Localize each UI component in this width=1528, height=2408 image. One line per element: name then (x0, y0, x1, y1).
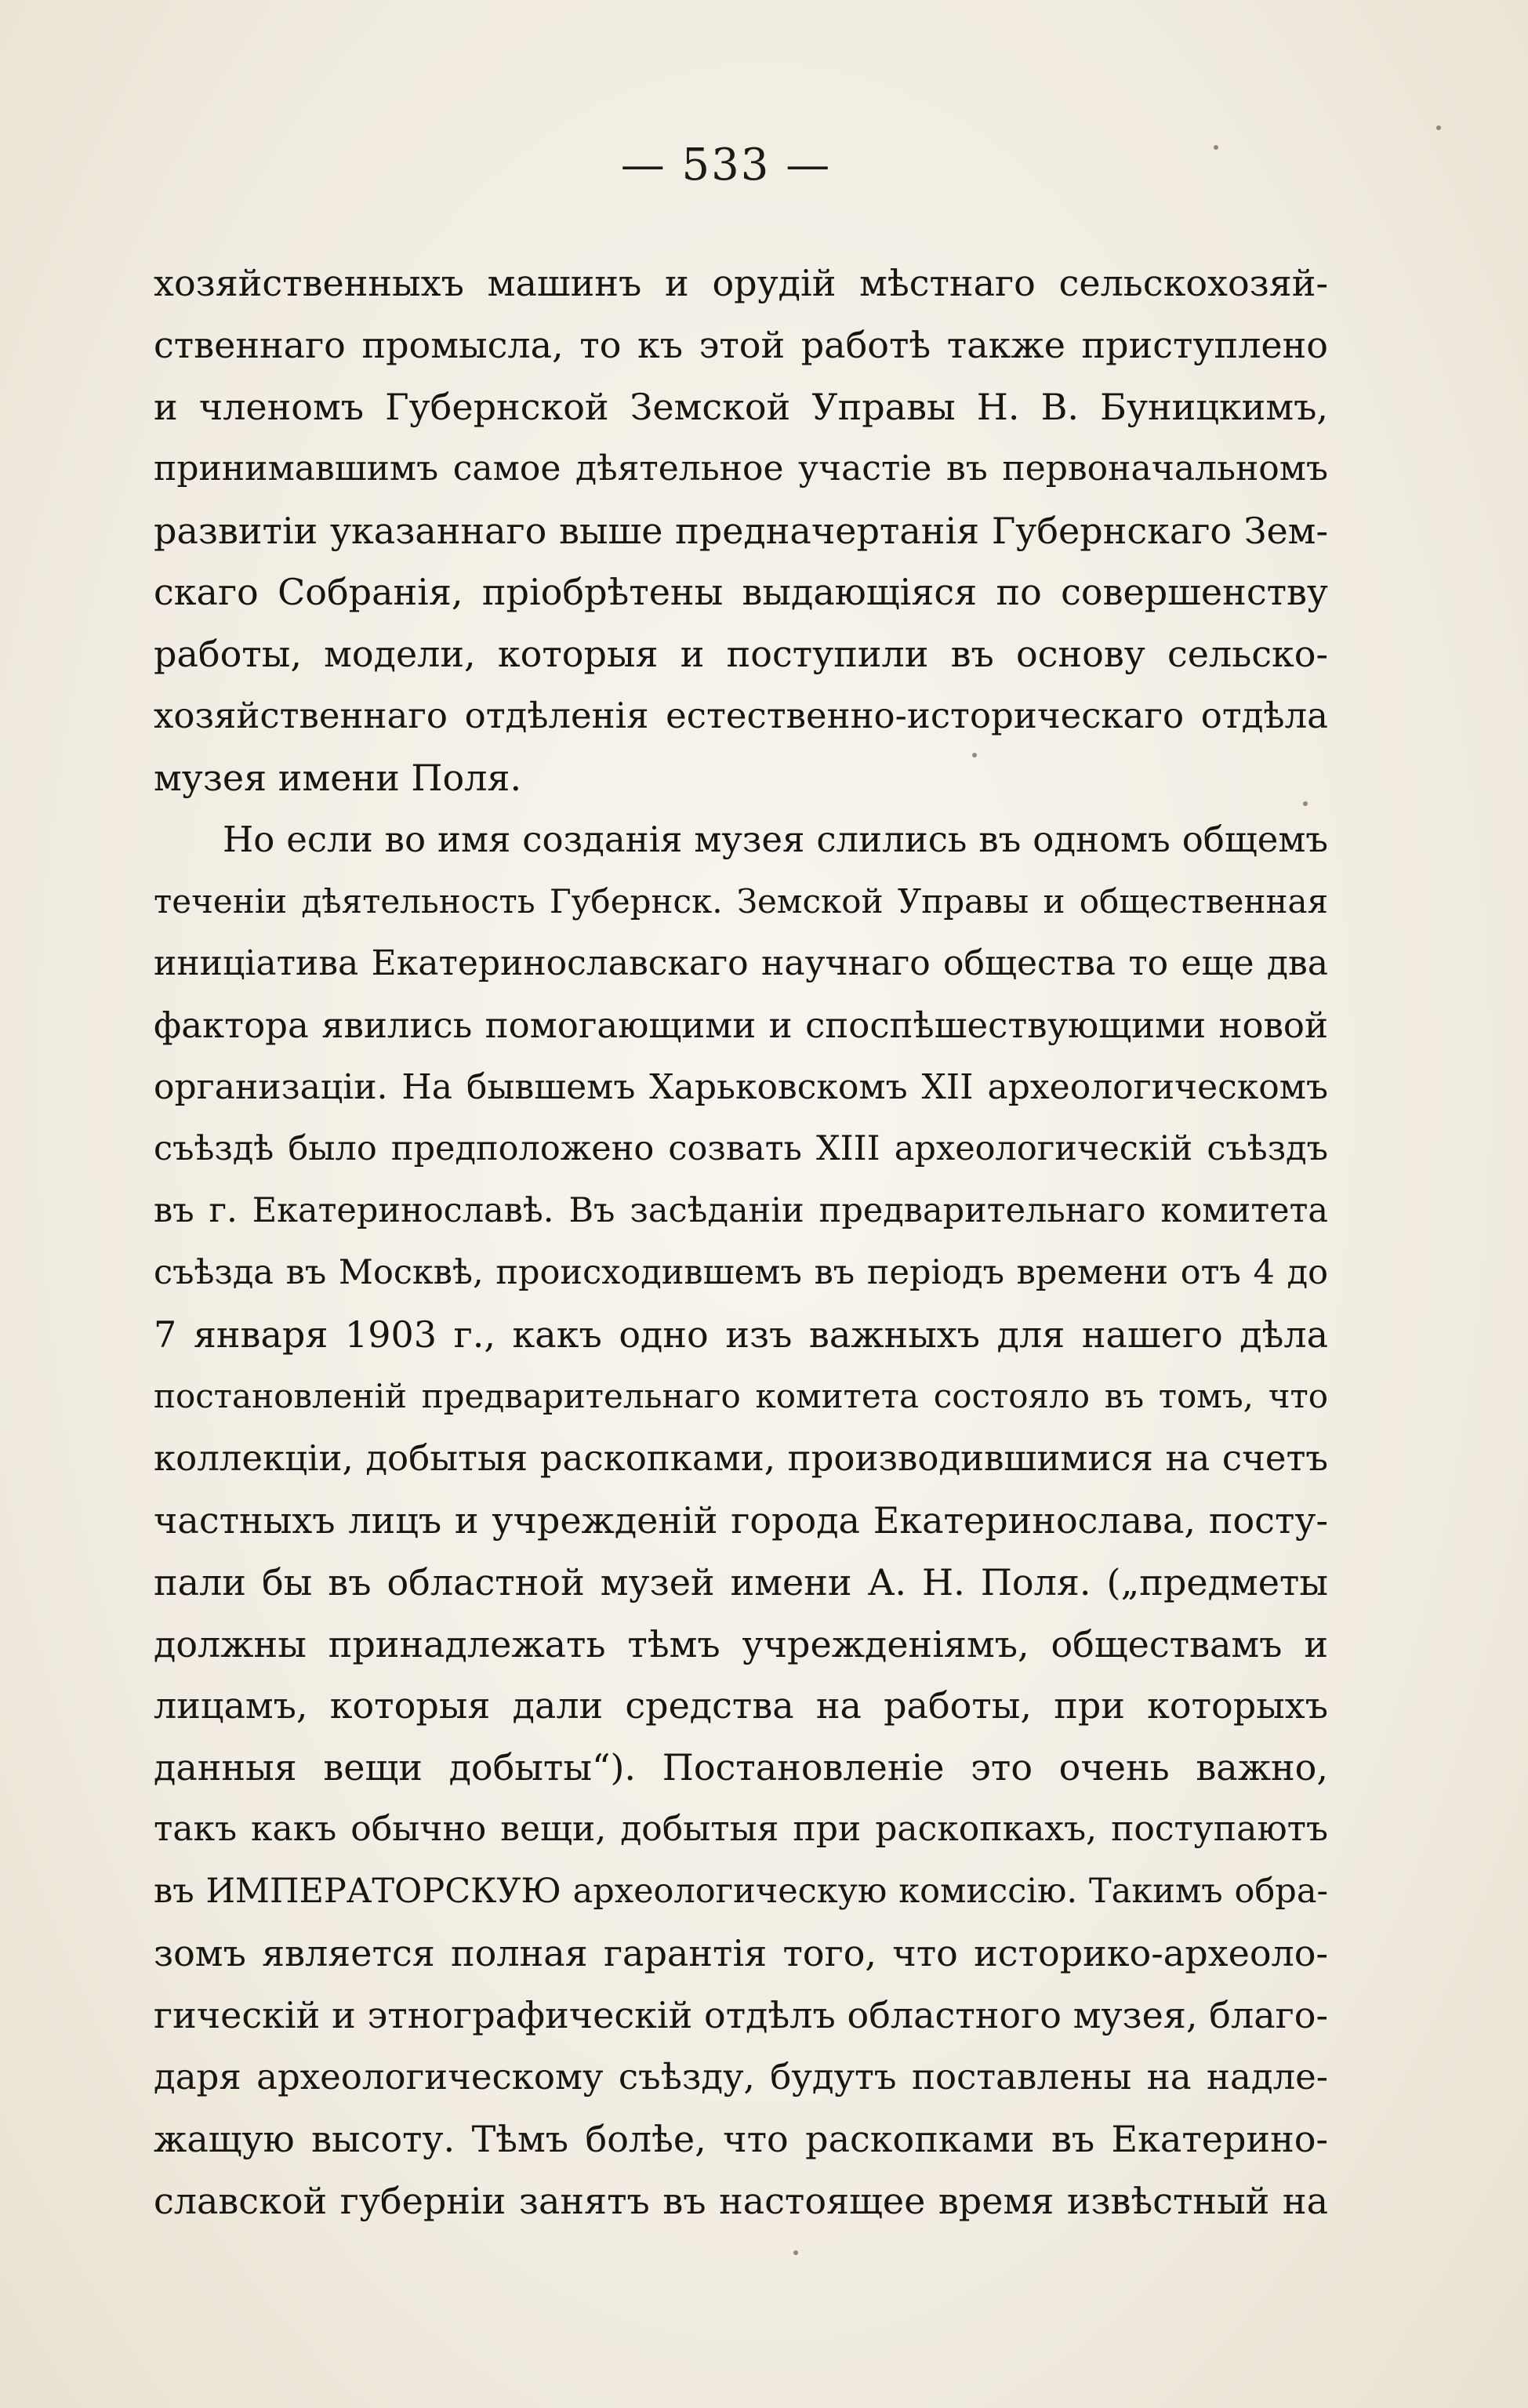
text-line: теченіи дѣятельность Губернск. Земской Управы и общественная (154, 881, 1328, 921)
text-line: жащую высоту. Тѣмъ болѣе, что раскопками въ Екатерино- (154, 2117, 1328, 2160)
paper-speck (972, 753, 977, 757)
text-line: скаго Собранія, пріобрѣтены выдающіяся по совершенству (154, 571, 1328, 614)
text-line: лицамъ, которыя дали средства на работы, при которыхъ (154, 1684, 1328, 1727)
text-line: въ ИМПЕРАТОРСКУЮ археологическую комиссію. Такимъ обра- (154, 1872, 1328, 1912)
text-line: такъ какъ обычно вещи, добытыя при раскопкахъ, поступаютъ (154, 1809, 1328, 1850)
paragraph-1 (154, 252, 1328, 809)
text-line: музея имени Поля. (154, 757, 522, 800)
paper-speck (793, 2250, 798, 2255)
text-line: постановленій предварительнаго комитета состояло въ томъ, что (154, 1377, 1328, 1416)
text-line: работы, модели, которыя и поступили въ основу сельско- (154, 633, 1328, 676)
text-line: организаціи. На бывшемъ Харьковскомъ XII археологическомъ (154, 1066, 1328, 1107)
text-line: должны принадлежать тѣмъ учрежденіямъ, обществамъ и (154, 1622, 1328, 1665)
text-line: въ г. Екатеринославѣ. Въ засѣданіи предварительнаго комитета (154, 1191, 1328, 1231)
text-line: частныхъ лицъ и учрежденій города Екатеринослава, посту- (154, 1498, 1328, 1542)
text-line: съѣздѣ было предположено созвать XIII археологическій съѣздъ (154, 1129, 1328, 1169)
text-line: хозяйственнаго отдѣленія естественно-историческаго отдѣла (154, 695, 1328, 737)
text-line: Но если во имя созданія музея слились въ одномъ общемъ (223, 819, 1328, 861)
text-line: пали бы въ областной музей имени А. Н. Поля. („предметы (154, 1560, 1328, 1604)
text-line: фактора явились помогающими и споспѣшествующими новой (154, 1004, 1328, 1046)
text-line: и членомъ Губернской Земской Управы Н. В. Буницкимъ, (154, 385, 1328, 428)
paper-speck (1214, 145, 1218, 150)
text-line: коллекціи, добытыя раскопками, производившимися на счетъ (154, 1436, 1328, 1479)
text-line: ственнаго промысла, то къ этой работѣ также приступлено (154, 323, 1328, 366)
text-line: даря археологическому съѣзду, будутъ поставлены на надле- (154, 2055, 1328, 2097)
paper-speck (1436, 125, 1441, 130)
page-number: — 533 — (620, 140, 832, 191)
text-line: съѣзда въ Москвѣ, происходившемъ въ періодъ времени отъ 4 до (154, 1253, 1328, 1293)
text-line: принимавшимъ самое дѣятельное участіе въ первоначальномъ (154, 448, 1328, 489)
text-line: данныя вещи добыты“). Постановленіе это очень важно, (154, 1746, 1328, 1789)
text-line: гическій и этнографическій отдѣлъ областного музея, благо- (154, 1993, 1328, 2036)
text-line: хозяйственныхъ машинъ и орудій мѣстнаго сельскохозяй- (154, 262, 1328, 304)
text-line: славской губерніи занятъ въ настоящее время извѣстный на (154, 2179, 1328, 2222)
body-text (154, 252, 1328, 2232)
paragraph-2 (154, 809, 1328, 2232)
text-line: 7 января 1903 г., какъ одно изъ важныхъ для нашего дѣла (154, 1313, 1328, 1357)
text-line: развитіи указаннаго выше предначертанія Губернскаго Зем- (154, 509, 1328, 552)
text-line: иниціатива Екатеринославскаго научнаго общества то еще два (154, 942, 1328, 983)
paper-speck (1303, 801, 1308, 806)
text-line: зомъ является полная гарантія того, что историко-археоло- (154, 1932, 1328, 1975)
